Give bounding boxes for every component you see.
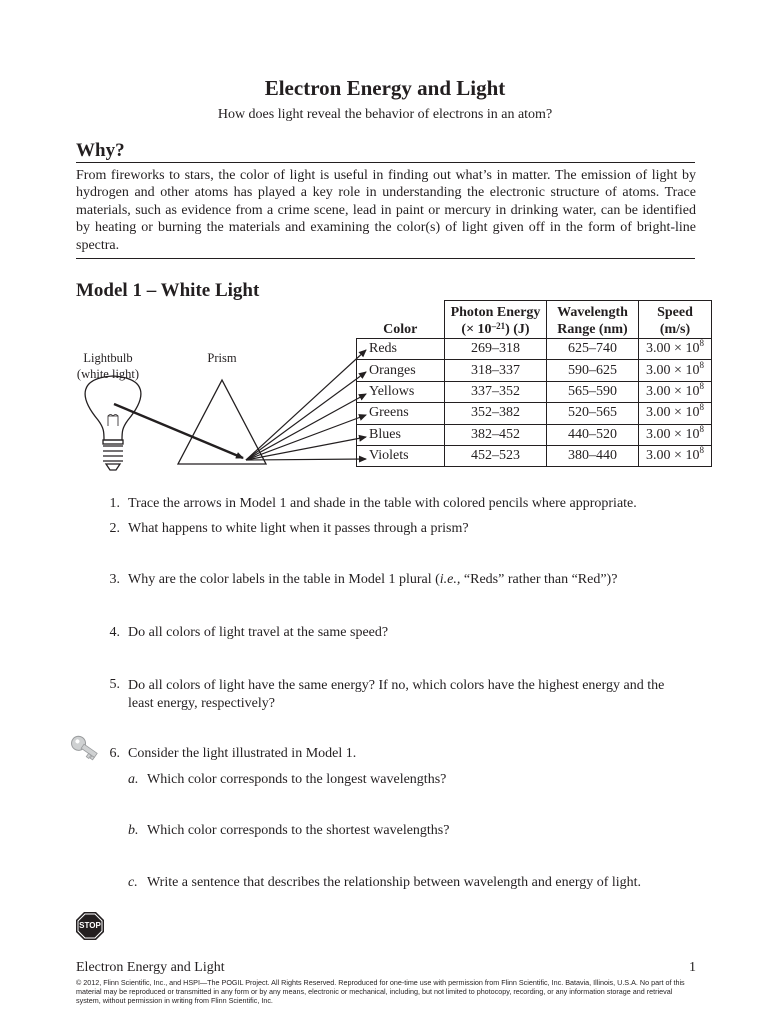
cell-speed: $3.00 \times 10^8$: [639, 339, 712, 360]
cell-color: Reds: [357, 339, 445, 360]
model1-table: [356, 300, 712, 467]
footer-title: Electron Energy and Light: [76, 960, 225, 975]
question-6a-text: Which color corresponds to the longest wavelengths?: [147, 772, 447, 787]
lightbulb-icon: [85, 376, 141, 470]
page-number: 1: [689, 960, 696, 975]
lightbulb-label-line1: Lightbulb: [83, 351, 133, 365]
question-6b-text: Which color corresponds to the shortest wavelengths?: [147, 823, 450, 838]
lightbulb-label-line2: (white light): [76, 367, 140, 381]
cell-color: Greens: [357, 403, 445, 424]
question-6b-letter: b.: [128, 823, 139, 838]
table-row: [357, 403, 712, 424]
cell-energy: 452–523: [445, 445, 547, 466]
cell-energy: 382–452: [445, 424, 547, 445]
question-6c-letter: c.: [128, 875, 138, 890]
question-number: 2.: [109, 521, 120, 536]
cell-wavelength: 565–590: [547, 381, 639, 402]
prism-label: Prism: [207, 351, 237, 365]
cell-speed: $3.00 \times 10^8$: [639, 445, 712, 466]
cell-color: Violets: [357, 445, 445, 466]
table-header-row: [357, 301, 712, 339]
cell-color: Yellows: [357, 381, 445, 402]
header-color: Color: [357, 301, 445, 339]
header-speed: Speed (m/s): [639, 301, 712, 339]
cell-speed: $3.00 \times 10^8$: [639, 360, 712, 381]
page-subtitle: How does light reveal the behavior of electrons in an atom?: [217, 107, 553, 122]
page-title: Electron Energy and Light: [264, 76, 506, 100]
cell-speed: $3.00 \times 10^8$: [639, 424, 712, 445]
model1-heading: Model 1 – White Light: [76, 280, 260, 301]
question-number: 1.: [109, 496, 120, 511]
question-3-text: Why are the color labels in the table in Model 1 plural (i.e., “Reds” rather than “Red”)?: [128, 572, 618, 587]
question-6-text: Consider the light illustrated in Model 1.: [128, 746, 357, 761]
why-text: From fireworks to stars, the color of light is useful in finding out what’s in matter. The emission of light by hydrogen and other atoms has played a key role in understanding the electronic structure of atoms. Trace materials, such as evidence from a crime scene, lead in paint or mercury in drinking water, can be identified by heating or burning the materials and examining the color(s) of light given off in the form of bright-line spectra.: [76, 168, 696, 253]
question-number: 4.: [109, 625, 120, 640]
cell-color: Oranges: [357, 360, 445, 381]
cell-color: Blues: [357, 424, 445, 445]
table-row: [357, 360, 712, 381]
key-icon: [69, 734, 100, 762]
prism-icon: [178, 380, 266, 464]
copyright-notice: © 2012, Flinn Scientific, Inc., and HSPI—The POGIL Project. All Rights Reserved. Reproduced for one-time use with permission from Flinn Scientific, Inc. Batavia, Illinois, U.S.A. No part of this material may be reproduced or transmitted in any form or by any means, electronic or mechanical, including, but not limited to photocopy, recording, or any information storage and retrieval system, without permission in writing from Flinn Scientific, Inc.: [76, 978, 685, 1006]
cell-wavelength: 590–625: [547, 360, 639, 381]
table-row: [357, 445, 712, 466]
question-6a-letter: a.: [128, 772, 139, 787]
table-row: [357, 339, 712, 360]
cell-wavelength: 380–440: [547, 445, 639, 466]
table-row: [357, 381, 712, 402]
table-row: [357, 424, 712, 445]
cell-energy: 318–337: [445, 360, 547, 381]
cell-energy: 337–352: [445, 381, 547, 402]
question-number: 5.: [109, 677, 120, 692]
cell-energy: 269–318: [445, 339, 547, 360]
header-energy: Photon Energy (× $10^{-21}$) (J): [445, 301, 547, 339]
question-number: 3.: [109, 572, 120, 587]
question-2-text: What happens to white light when it passes through a prism?: [128, 521, 469, 536]
question-5-text: Do all colors of light have the same energy? If no, which colors have the highest energy and the least energy, respectively?: [128, 678, 665, 711]
question-6c-text: Write a sentence that describes the relationship between wavelength and energy of light.: [147, 875, 642, 890]
cell-speed: $3.00 \times 10^8$: [639, 403, 712, 424]
why-heading: Why?: [76, 140, 125, 161]
cell-speed: $3.00 \times 10^8$: [639, 381, 712, 402]
stop-sign-label: STOP: [79, 921, 101, 930]
header-wavelength: Wavelength Range (nm): [547, 301, 639, 339]
question-1-text: Trace the arrows in Model 1 and shade in the table with colored pencils where appropriate.: [128, 496, 637, 511]
cell-energy: 352–382: [445, 403, 547, 424]
question-4-text: Do all colors of light travel at the same speed?: [128, 625, 389, 640]
cell-wavelength: 520–565: [547, 403, 639, 424]
cell-wavelength: 440–520: [547, 424, 639, 445]
question-number: 6.: [109, 746, 120, 761]
cell-wavelength: 625–740: [547, 339, 639, 360]
